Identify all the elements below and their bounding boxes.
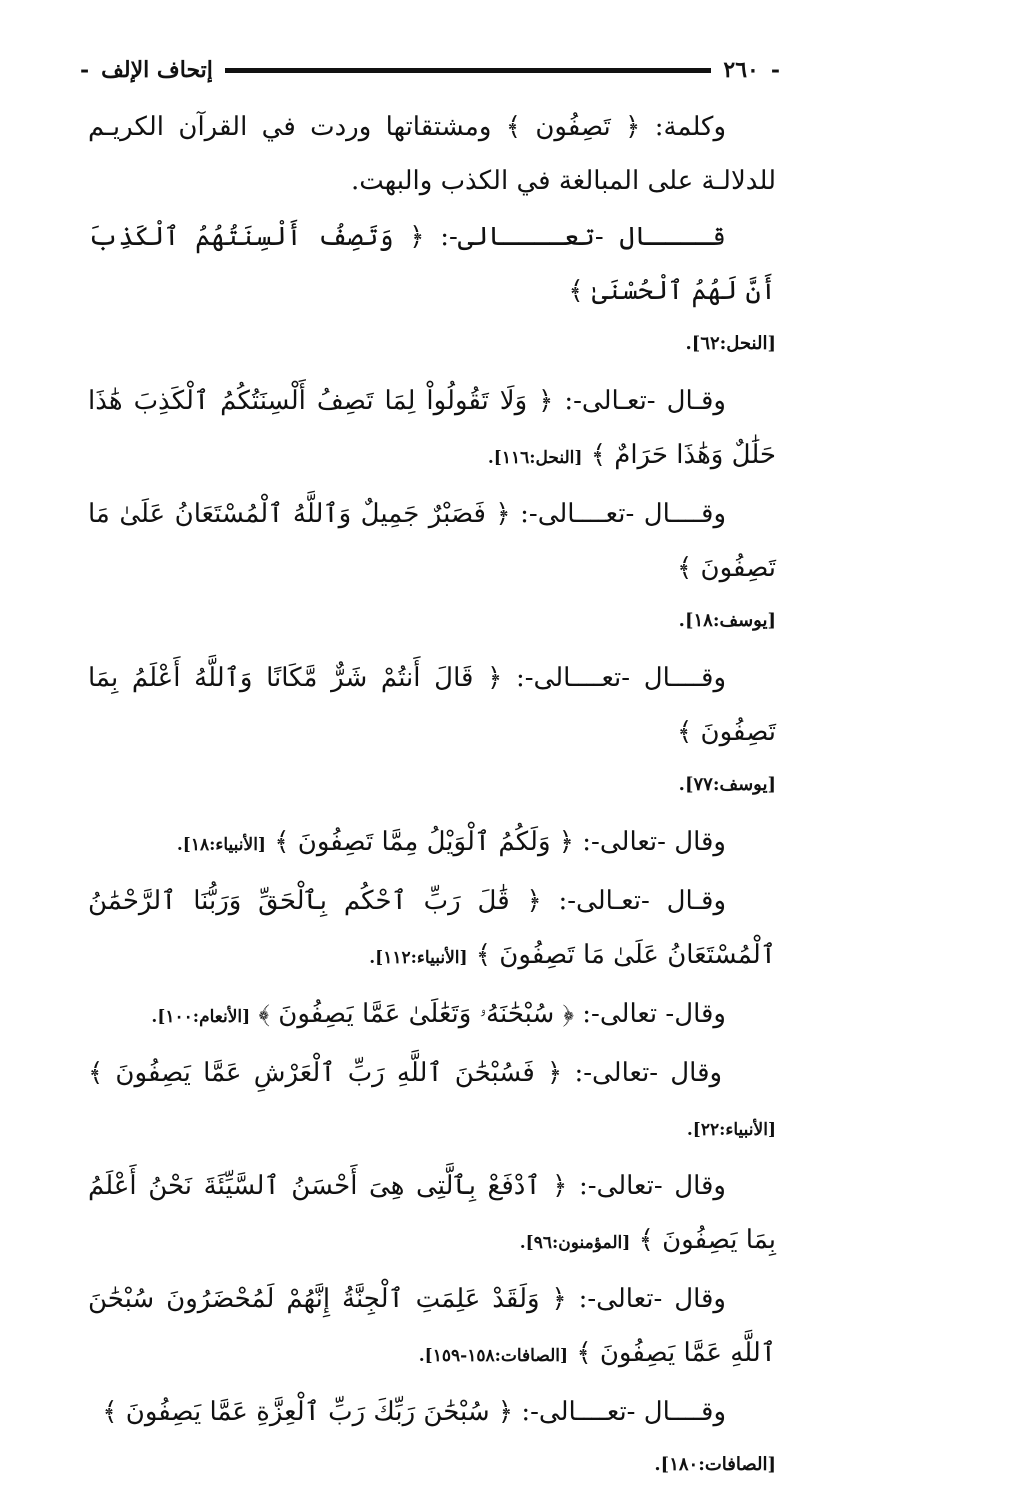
verse-reference: [الأنبياء:٢٢]. bbox=[686, 1120, 776, 1140]
header-rule bbox=[225, 68, 712, 73]
page-body bbox=[88, 100, 776, 1495]
paragraph-verse bbox=[88, 210, 776, 318]
paragraph-verse bbox=[88, 1385, 776, 1439]
paragraph-text: وقال -تعالى-: ﴿ ٱدْفَعْ بِٱلَّتِى هِىَ أَحْسَنُ ٱلسَّيِّئَةَ نَحْنُ أَعْلَمُ بِمَا يَصِفُونَ ﴾ bbox=[88, 1171, 776, 1255]
paragraph-text: وقــــال -تعــــالى-: ﴿ فَصَبْرٌ جَمِيلٌ وَٱللَّهُ ٱلْمُسْتَعَانُ عَلَىٰ مَا تَصِفُونَ ﴾ bbox=[88, 499, 776, 583]
header-dash-right: - bbox=[770, 57, 780, 83]
paragraph-verse bbox=[88, 987, 776, 1044]
paragraph-verse bbox=[88, 374, 776, 485]
paragraph-verse bbox=[88, 1046, 776, 1157]
verse-reference: [الأنبياء:١٨]. bbox=[176, 835, 266, 855]
paragraph-text: وقــــال -تعــــالى-: ﴿ قَالَ أَنتُمْ شَرٌّ مَّكَانًا وَٱللَّهُ أَعْلَمُ بِمَا تَصِفُونَ ﴾ bbox=[88, 663, 776, 747]
page-number: ٢٦٠ bbox=[723, 57, 759, 83]
paragraph-verse bbox=[88, 651, 776, 759]
paragraph-text: وقال -تعالى-: ﴿ فَسُبْحَٰنَ ٱللَّهِ رَبِّ ٱلْعَرْشِ عَمَّا يَصِفُونَ ﴾ bbox=[88, 1058, 723, 1088]
paragraph-text: وكلمة: ﴿ تَصِفُون ﴾ ومشتقاتها وردت في القرآن الكريـم للدلالـة على المبالغة في الكذب والبهت. bbox=[88, 112, 776, 196]
paragraph-verse bbox=[88, 487, 776, 595]
verse-reference: [المؤمنون:٩٦]. bbox=[519, 1233, 631, 1253]
verse-reference: [الأنعام:١٠٠]. bbox=[151, 1007, 251, 1027]
book-title: إتحاف الإلف bbox=[101, 57, 213, 83]
paragraph-verse bbox=[88, 874, 776, 985]
paragraph-intro bbox=[88, 100, 776, 208]
paragraph-verse bbox=[88, 815, 776, 872]
verse-reference: [الصافات:١٨٠]. bbox=[654, 1454, 776, 1475]
paragraph-verse bbox=[88, 1272, 776, 1383]
paragraph-text: قــــال -تعــــالى-: ﴿ وَتَصِفُ أَلْسِنَتُهُمُ ٱلْكَذِبَ أَنَّ لَهُمُ ٱلْحُسْنَىٰ ﴾ bbox=[88, 222, 776, 306]
paragraph-text: وقال- تعالى-: ﴿ سُبْحَٰنَهُۥ وَتَعَٰلَىٰ عَمَّا يَصِفُونَ ﴾ bbox=[250, 999, 726, 1029]
paragraph-text: وقـال -تعـالى-: ﴿ قَٰلَ رَبِّ ٱحْكُم بِٱلْحَقِّ وَرَبُّنَا ٱلرَّحْمَٰنُ ٱلْمُسْتَعَانُ عَلَىٰ مَا تَصِفُونَ ﴾ bbox=[88, 886, 776, 970]
verse-reference: [النحل:٦٢]. bbox=[685, 333, 776, 354]
paragraph-text: وقال -تعالى-: ﴿ وَلَكُمُ ٱلْوَيْلُ مِمَّا تَصِفُونَ ﴾ bbox=[265, 827, 726, 857]
verse-reference: [الصافات:١٥٨-١٥٩]. bbox=[418, 1346, 569, 1366]
verse-reference: [الأنبياء:١١٢]. bbox=[369, 948, 468, 968]
paragraph-text: وقــــال -تعــــالى-: ﴿ سُبْحَٰنَ رَبِّكَ رَبِّ ٱلْعِزَّةِ عَمَّا يَصِفُونَ ﴾ bbox=[102, 1397, 726, 1427]
verse-reference: [يوسف:١٨]. bbox=[678, 610, 776, 631]
paragraph-text: وقـال -تعـالى-: ﴿ وَلَا تَقُولُواْ لِمَا تَصِفُ أَلْسِنَتُكُمُ ٱلْكَذِبَ هَٰذَا حَلَٰلٌ وَهَٰذَا حَرَامٌ ﴾ bbox=[88, 386, 776, 470]
paragraph-text: وقال -تعالى-: ﴿ وَلَقَدْ عَلِمَتِ ٱلْجِنَّةُ إِنَّهُمْ لَمُحْضَرُونَ سُبْحَٰنَ ٱللَّهِ عَمَّا يَصِفُونَ ﴾ bbox=[88, 1284, 776, 1368]
header-dash-left: - bbox=[80, 57, 90, 83]
verse-reference: [يوسف:٧٧]. bbox=[678, 774, 776, 795]
page-header bbox=[80, 50, 780, 90]
verse-reference: [النحل:١١٦]. bbox=[487, 448, 583, 468]
paragraph-verse bbox=[88, 1159, 776, 1270]
